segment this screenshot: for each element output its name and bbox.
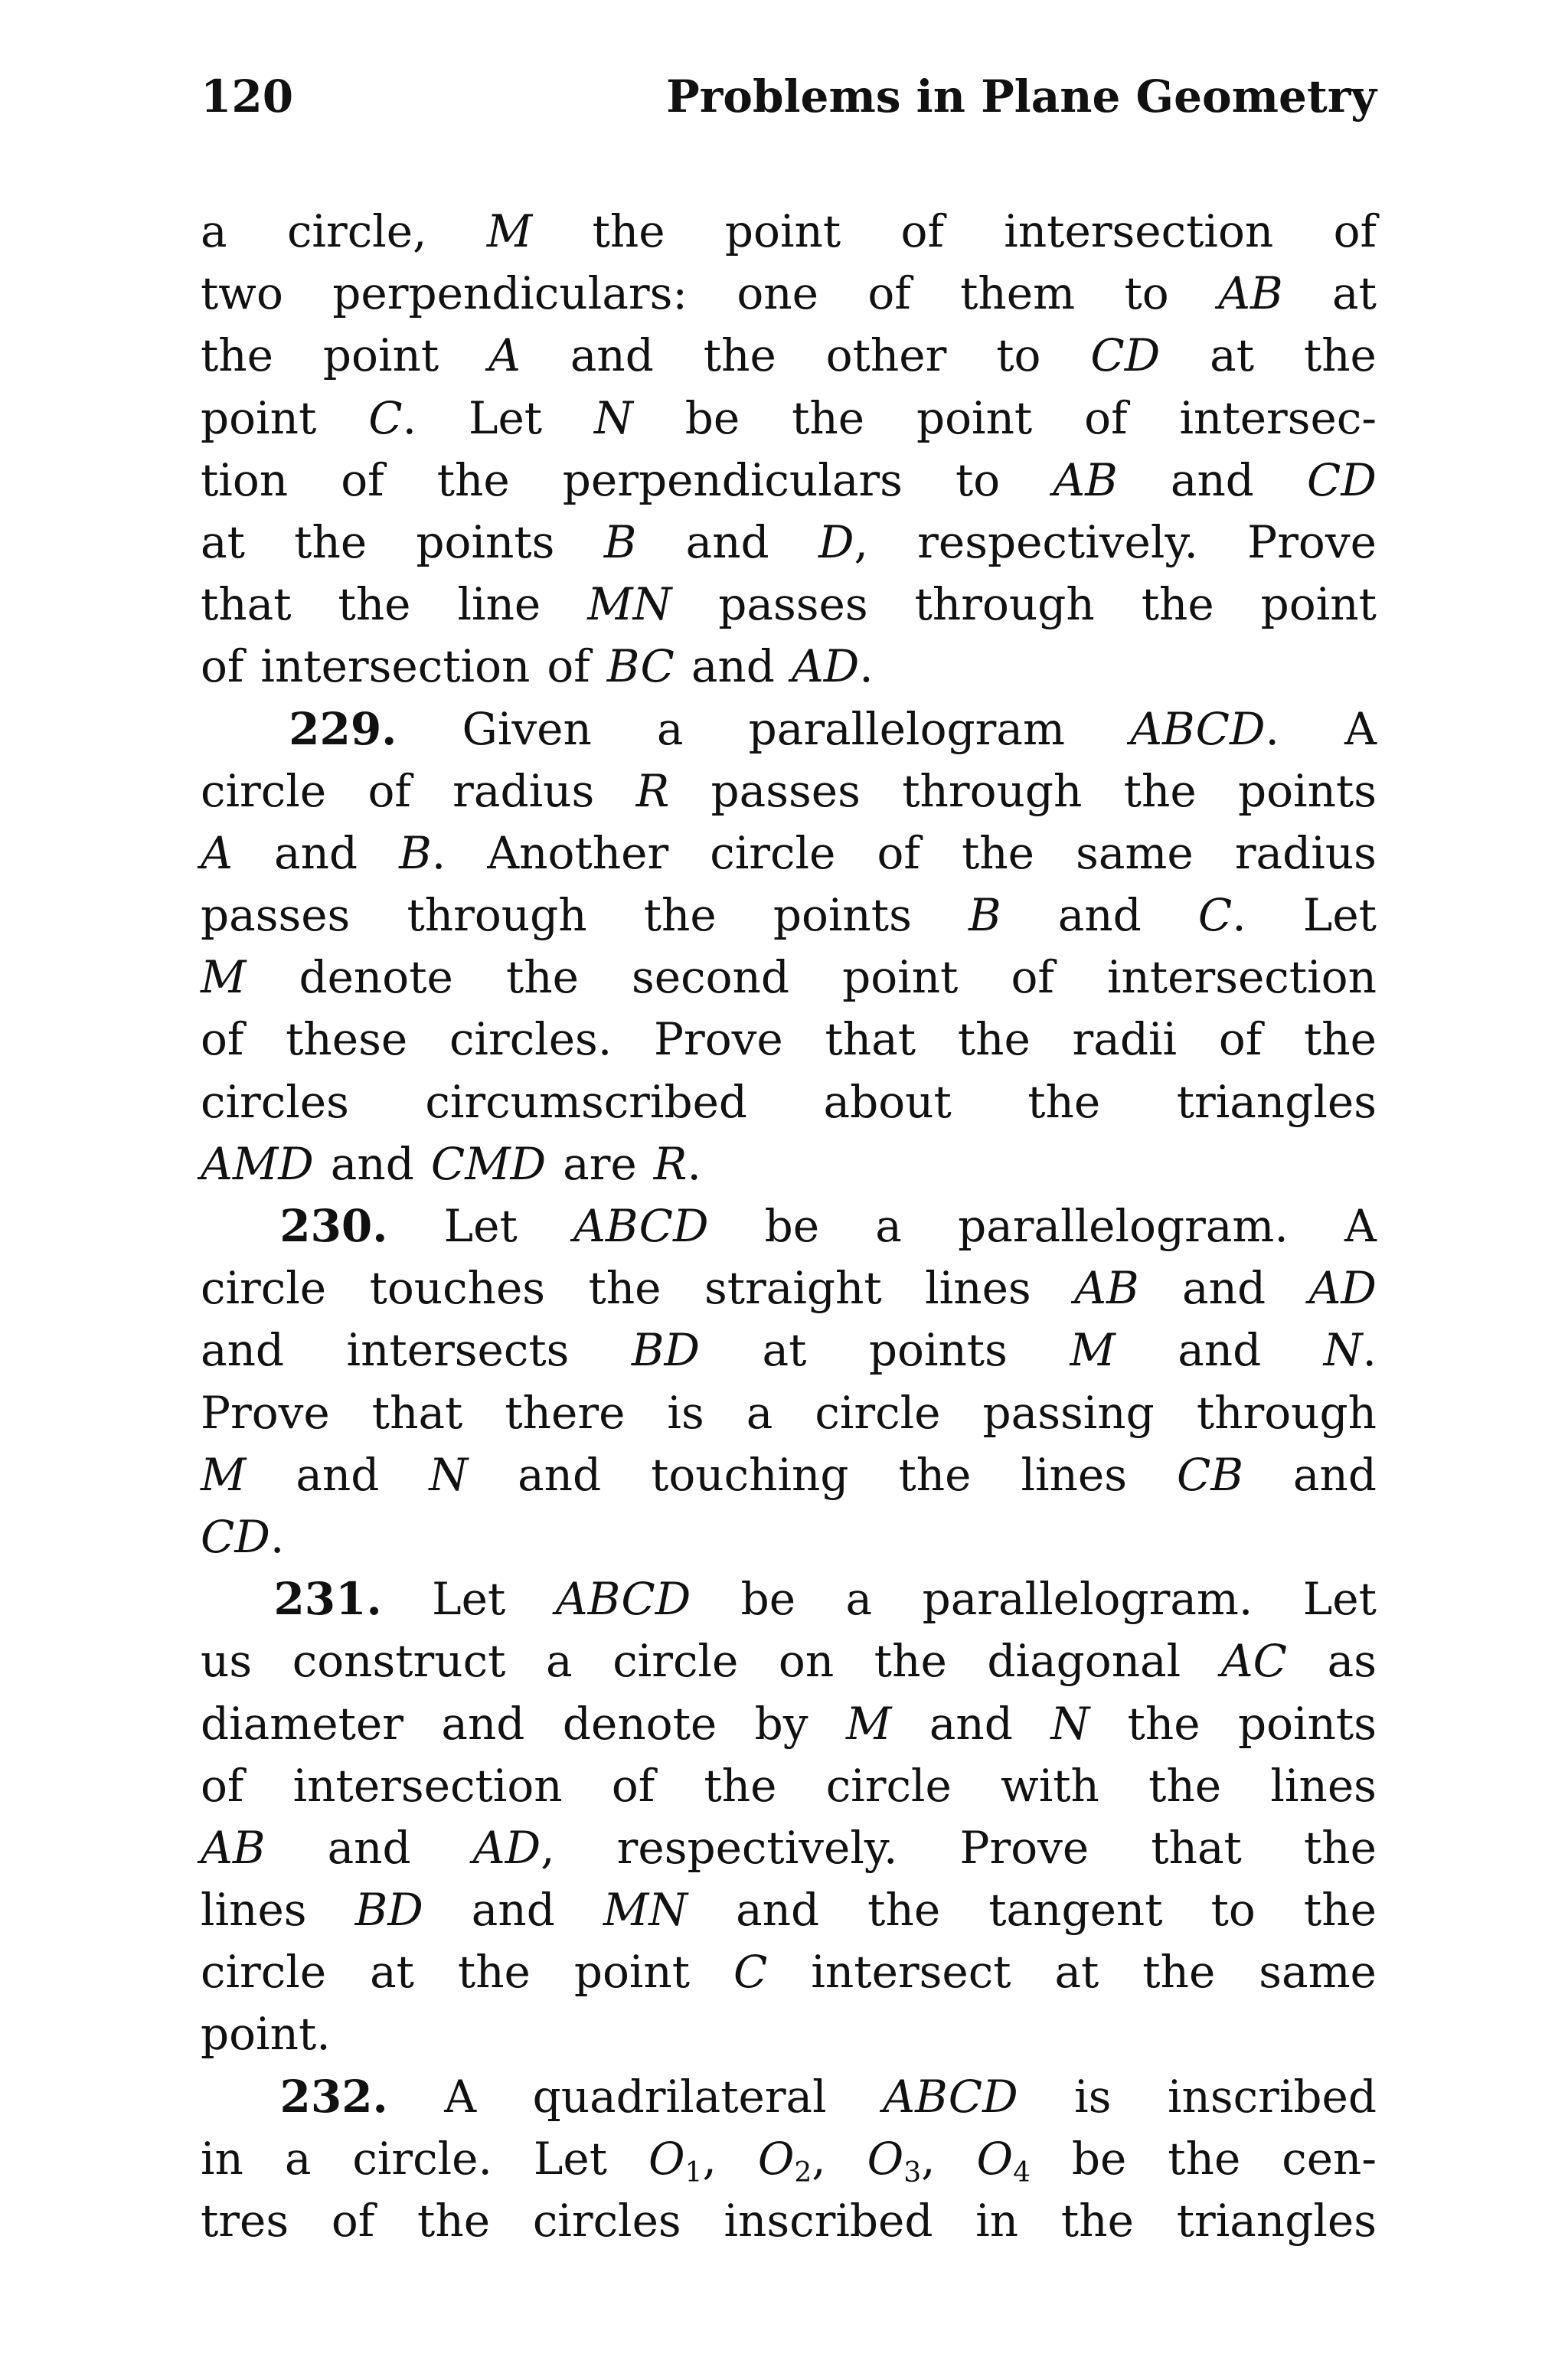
word: and bbox=[518, 1448, 602, 1501]
word: A bbox=[1344, 702, 1377, 755]
text-line bbox=[201, 1630, 1377, 1692]
word: circles. bbox=[449, 1013, 612, 1066]
word: Let bbox=[1302, 889, 1377, 942]
word: lines bbox=[1270, 1759, 1377, 1812]
word: R. bbox=[653, 1137, 701, 1190]
text-line bbox=[201, 2003, 1377, 2065]
word: A bbox=[1344, 1200, 1377, 1252]
word: circle bbox=[201, 764, 327, 817]
word: $O_2$, bbox=[757, 2132, 826, 2189]
word: radii bbox=[1072, 1013, 1178, 1066]
text-line bbox=[201, 1817, 1377, 1879]
word: circle. bbox=[352, 2132, 492, 2185]
text-line bbox=[201, 1071, 1377, 1133]
word: circle bbox=[201, 1946, 327, 1999]
word: is bbox=[1074, 2070, 1112, 2123]
word: of bbox=[341, 453, 384, 506]
word: a bbox=[546, 1635, 573, 1688]
word: in bbox=[201, 2132, 243, 2185]
word: the bbox=[961, 826, 1034, 879]
word: on bbox=[778, 1635, 835, 1688]
word: point bbox=[573, 1946, 691, 1999]
word: point bbox=[916, 391, 1033, 444]
word: that bbox=[371, 1386, 463, 1439]
word: through bbox=[914, 578, 1095, 631]
text-line bbox=[201, 574, 1377, 636]
word: Prove bbox=[654, 1013, 783, 1066]
word: with bbox=[1001, 1759, 1099, 1812]
word: Let bbox=[432, 1573, 506, 1626]
word: as bbox=[1327, 1635, 1377, 1688]
word: passes bbox=[718, 578, 868, 631]
body-text bbox=[201, 201, 1377, 2252]
word: C. bbox=[1197, 889, 1246, 942]
word: A bbox=[201, 826, 233, 879]
word: the bbox=[1060, 2195, 1134, 2247]
word: the bbox=[867, 1884, 941, 1937]
text-line bbox=[201, 2128, 1377, 2190]
word: triangles bbox=[1176, 1075, 1377, 1128]
word: intersection bbox=[260, 640, 531, 693]
word: them bbox=[960, 267, 1076, 320]
word: triangles bbox=[1176, 2195, 1377, 2247]
word: of bbox=[867, 267, 911, 320]
text-line bbox=[201, 1941, 1377, 2003]
word: the bbox=[505, 951, 579, 1004]
text-line bbox=[201, 1506, 1377, 1568]
word: at bbox=[201, 515, 245, 568]
word: and bbox=[570, 329, 654, 382]
word: AB bbox=[1074, 1262, 1139, 1315]
word: passes bbox=[201, 889, 351, 942]
word: to bbox=[996, 329, 1041, 382]
word: at bbox=[370, 1946, 414, 1999]
word: 231. bbox=[273, 1573, 382, 1626]
word: A bbox=[488, 329, 521, 382]
word: circles bbox=[201, 1075, 349, 1128]
word: and bbox=[1170, 453, 1254, 506]
word: AD. bbox=[791, 640, 874, 693]
word: to bbox=[1124, 267, 1169, 320]
word: denote bbox=[562, 1697, 717, 1750]
text-line bbox=[201, 263, 1377, 325]
word: same bbox=[1076, 826, 1194, 879]
word: CD bbox=[1307, 453, 1377, 506]
word: point. bbox=[201, 2008, 331, 2061]
word: and bbox=[1182, 1262, 1266, 1315]
word: N bbox=[429, 1448, 469, 1501]
word: and bbox=[691, 640, 775, 693]
word: quadrilateral bbox=[532, 2070, 827, 2123]
word: tangent bbox=[988, 1884, 1163, 1937]
text-line bbox=[201, 450, 1377, 512]
word: be bbox=[740, 1573, 796, 1626]
word: and bbox=[1178, 1324, 1262, 1377]
word: M bbox=[486, 205, 533, 257]
word: M bbox=[846, 1697, 892, 1750]
word: intersects bbox=[346, 1324, 570, 1377]
word: ABCD bbox=[573, 1200, 709, 1252]
word: N bbox=[1050, 1697, 1090, 1750]
word: parallelogram. bbox=[922, 1573, 1253, 1626]
word: R bbox=[635, 764, 670, 817]
word: CD bbox=[1090, 329, 1161, 382]
word: of bbox=[1084, 391, 1128, 444]
word: C bbox=[733, 1946, 768, 1999]
word: Prove bbox=[959, 1821, 1089, 1874]
word: N bbox=[594, 391, 633, 444]
word: one bbox=[737, 267, 818, 320]
word: AB bbox=[1218, 267, 1283, 320]
word: BD bbox=[631, 1324, 701, 1377]
word: cen- bbox=[1282, 2132, 1377, 2185]
word: circumscribed bbox=[425, 1075, 748, 1128]
word: ABCD bbox=[555, 1573, 691, 1626]
word: point bbox=[201, 391, 317, 444]
word: about bbox=[823, 1075, 952, 1128]
word: second bbox=[632, 951, 790, 1004]
word: of bbox=[1333, 205, 1377, 257]
text-line bbox=[201, 1879, 1377, 1941]
word: the bbox=[1303, 1013, 1377, 1066]
word: the bbox=[457, 1946, 531, 1999]
word: by bbox=[754, 1697, 808, 1750]
word: diagonal bbox=[987, 1635, 1181, 1688]
word: a bbox=[746, 1386, 773, 1439]
text-line bbox=[201, 2066, 1377, 2128]
text-line bbox=[201, 946, 1377, 1009]
word: and bbox=[327, 1821, 411, 1874]
word: ABCD. bbox=[1130, 702, 1279, 755]
word: and bbox=[273, 826, 358, 879]
word: are bbox=[563, 1137, 637, 1190]
word: B bbox=[968, 889, 1001, 942]
word: in bbox=[975, 2195, 1019, 2247]
word: and bbox=[441, 1697, 525, 1750]
text-line bbox=[201, 387, 1377, 450]
word: us bbox=[201, 1635, 253, 1688]
word: the bbox=[201, 329, 273, 382]
word: through bbox=[407, 889, 587, 942]
word: perpendiculars: bbox=[332, 267, 688, 320]
word: inscribed bbox=[1167, 2070, 1377, 2123]
word: of bbox=[1011, 951, 1054, 1004]
word: the bbox=[417, 2195, 491, 2247]
word: passing bbox=[982, 1386, 1155, 1439]
word: lines bbox=[925, 1262, 1031, 1315]
word: the bbox=[1142, 1946, 1216, 1999]
word: and bbox=[736, 1884, 820, 1937]
word: the bbox=[1303, 1884, 1377, 1937]
word: points bbox=[1237, 764, 1377, 817]
word: AC bbox=[1220, 1635, 1288, 1688]
word: and bbox=[201, 1324, 285, 1377]
page-number: 120 bbox=[201, 70, 294, 123]
word: MN bbox=[603, 1884, 688, 1937]
word: of bbox=[611, 1759, 655, 1812]
word: the bbox=[1027, 1075, 1101, 1128]
running-title: Problems in Plane Geometry bbox=[666, 70, 1377, 123]
word: points bbox=[868, 1324, 1008, 1377]
word: AB bbox=[1053, 453, 1118, 506]
word: intersec- bbox=[1179, 391, 1377, 444]
text-line bbox=[201, 1382, 1377, 1444]
word: Let bbox=[1302, 1573, 1377, 1626]
word: circles bbox=[532, 2195, 681, 2247]
word: same bbox=[1259, 1946, 1377, 1999]
word: the bbox=[1127, 1697, 1200, 1750]
word: of bbox=[547, 640, 590, 693]
word: CB bbox=[1176, 1448, 1243, 1501]
word: the bbox=[704, 1759, 777, 1812]
word: points bbox=[1237, 1697, 1377, 1750]
word: Given bbox=[462, 702, 592, 755]
word: 229. bbox=[289, 702, 397, 755]
word: that bbox=[201, 578, 292, 631]
word: CMD bbox=[430, 1137, 547, 1190]
text-line bbox=[201, 1319, 1377, 1381]
word: is bbox=[667, 1386, 704, 1439]
word: ABCD bbox=[883, 2070, 1018, 2123]
word: the bbox=[957, 1013, 1031, 1066]
word: of bbox=[877, 826, 920, 879]
word: a bbox=[845, 1573, 873, 1626]
word: the bbox=[592, 205, 665, 257]
word: and bbox=[685, 515, 769, 568]
word: these bbox=[286, 1013, 408, 1066]
word: line bbox=[457, 578, 541, 631]
word: AD, bbox=[472, 1821, 555, 1874]
word: 230. bbox=[279, 1200, 388, 1252]
word: B. bbox=[399, 826, 446, 879]
word: D, bbox=[818, 515, 868, 568]
word: circle bbox=[815, 1386, 941, 1439]
word: a bbox=[656, 702, 684, 755]
word: radius bbox=[1234, 826, 1377, 879]
word: circle, bbox=[286, 205, 427, 257]
word: circle bbox=[201, 1262, 327, 1315]
text-line bbox=[201, 1444, 1377, 1506]
word: tion bbox=[201, 453, 289, 506]
word: to bbox=[1210, 1884, 1256, 1937]
word: the bbox=[1303, 329, 1377, 382]
text-line bbox=[201, 512, 1377, 574]
word: touches bbox=[369, 1262, 546, 1315]
word: point bbox=[1260, 578, 1377, 631]
word: other bbox=[825, 329, 947, 382]
word: A bbox=[444, 2070, 477, 2123]
word: N. bbox=[1323, 1324, 1377, 1377]
word: a bbox=[284, 2132, 312, 2185]
word: circle bbox=[612, 1635, 739, 1688]
word: $O_1$, bbox=[648, 2132, 717, 2189]
word: Let bbox=[533, 2132, 608, 2185]
word: to bbox=[955, 453, 1001, 506]
word: and bbox=[330, 1137, 414, 1190]
word: inscribed bbox=[724, 2195, 933, 2247]
word: of bbox=[900, 205, 944, 257]
word: be bbox=[684, 391, 740, 444]
word: that bbox=[1151, 1821, 1242, 1874]
word: points bbox=[773, 889, 912, 942]
word: intersection bbox=[1106, 951, 1377, 1004]
word: and bbox=[1057, 889, 1142, 942]
word: at bbox=[1210, 329, 1254, 382]
text-line bbox=[201, 698, 1377, 760]
word: that bbox=[825, 1013, 916, 1066]
word: straight bbox=[704, 1262, 882, 1315]
word: the bbox=[792, 391, 865, 444]
word: a bbox=[201, 205, 227, 257]
word: diameter bbox=[201, 1697, 403, 1750]
word: of bbox=[331, 2195, 375, 2247]
page-header bbox=[201, 70, 1377, 139]
word: intersect bbox=[811, 1946, 1011, 1999]
word: C. bbox=[368, 391, 417, 444]
text-line bbox=[201, 1755, 1377, 1817]
word: perpendiculars bbox=[562, 453, 903, 506]
word: respectively. bbox=[616, 1821, 898, 1874]
word: at bbox=[762, 1324, 807, 1377]
text-line bbox=[201, 1257, 1377, 1319]
word: B bbox=[603, 515, 637, 568]
word: circle bbox=[710, 826, 836, 879]
word: Prove bbox=[201, 1386, 330, 1439]
text-line bbox=[201, 884, 1377, 946]
text-line bbox=[201, 1009, 1377, 1071]
word: be bbox=[1071, 2132, 1127, 2185]
text-line bbox=[201, 636, 1377, 698]
word: Prove bbox=[1247, 515, 1377, 568]
word: M bbox=[201, 1448, 247, 1501]
word: of bbox=[368, 764, 411, 817]
word: the bbox=[1141, 578, 1214, 631]
word: point bbox=[842, 951, 959, 1004]
word: and bbox=[296, 1448, 380, 1501]
word: lines bbox=[1021, 1448, 1127, 1501]
word: passes bbox=[710, 764, 861, 817]
word: the bbox=[436, 453, 510, 506]
word: denote bbox=[299, 951, 453, 1004]
text-line bbox=[201, 822, 1377, 884]
text-line bbox=[201, 2190, 1377, 2252]
word: through bbox=[1196, 1386, 1377, 1439]
word: CD. bbox=[201, 1510, 285, 1563]
word: a bbox=[875, 1200, 902, 1252]
text-line bbox=[201, 1568, 1377, 1630]
text-line bbox=[201, 201, 1377, 263]
word: the bbox=[1303, 1821, 1377, 1874]
word: the bbox=[588, 1262, 662, 1315]
word: M bbox=[1070, 1324, 1116, 1377]
word: points bbox=[416, 515, 555, 568]
word: 232. bbox=[279, 2070, 388, 2123]
word: tres bbox=[201, 2195, 289, 2247]
word: point bbox=[322, 329, 439, 382]
word: AB bbox=[201, 1821, 266, 1874]
word: $O_3$, bbox=[867, 2132, 936, 2189]
word: there bbox=[505, 1386, 626, 1439]
text-line bbox=[201, 1195, 1377, 1257]
word: and bbox=[929, 1697, 1013, 1750]
word: the bbox=[1123, 764, 1197, 817]
word: the bbox=[643, 889, 717, 942]
word: BD bbox=[354, 1884, 423, 1937]
word: of bbox=[201, 1013, 244, 1066]
word: Another bbox=[487, 826, 669, 879]
word: the bbox=[1148, 1759, 1222, 1812]
text-line bbox=[201, 1133, 1377, 1195]
word: and bbox=[471, 1884, 555, 1937]
word: AD bbox=[1308, 1262, 1377, 1315]
word: intersection bbox=[1004, 205, 1274, 257]
word: and bbox=[1292, 1448, 1377, 1501]
word: MN bbox=[587, 578, 672, 631]
word: M bbox=[201, 951, 247, 1004]
word: at bbox=[1054, 1946, 1099, 1999]
word: respectively. bbox=[917, 515, 1198, 568]
word: the bbox=[874, 1635, 947, 1688]
word: the bbox=[1168, 2132, 1241, 2185]
word: touching bbox=[651, 1448, 849, 1501]
word: of bbox=[201, 1759, 244, 1812]
word: two bbox=[201, 267, 283, 320]
word: the bbox=[338, 578, 411, 631]
word: at bbox=[1332, 267, 1377, 320]
word: BC bbox=[606, 640, 675, 693]
word: intersection bbox=[292, 1759, 563, 1812]
word: AMD bbox=[201, 1137, 314, 1190]
word: the bbox=[703, 329, 776, 382]
word: of bbox=[1218, 1013, 1263, 1066]
word: construct bbox=[292, 1635, 506, 1688]
word: of bbox=[201, 640, 244, 693]
word: point bbox=[724, 205, 841, 257]
word: be bbox=[764, 1200, 820, 1252]
text-line bbox=[201, 1693, 1377, 1755]
word: circle bbox=[825, 1759, 952, 1812]
word: parallelogram bbox=[748, 702, 1065, 755]
word: the bbox=[294, 515, 368, 568]
word: $O_4$ bbox=[976, 2132, 1031, 2189]
text-line bbox=[201, 325, 1377, 387]
word: the bbox=[898, 1448, 972, 1501]
word: Let bbox=[443, 1200, 518, 1252]
word: lines bbox=[201, 1884, 307, 1937]
text-line bbox=[201, 760, 1377, 822]
word: radius bbox=[452, 764, 595, 817]
word: Let bbox=[468, 391, 543, 444]
word: parallelogram. bbox=[958, 1200, 1289, 1252]
word: through bbox=[902, 764, 1083, 817]
